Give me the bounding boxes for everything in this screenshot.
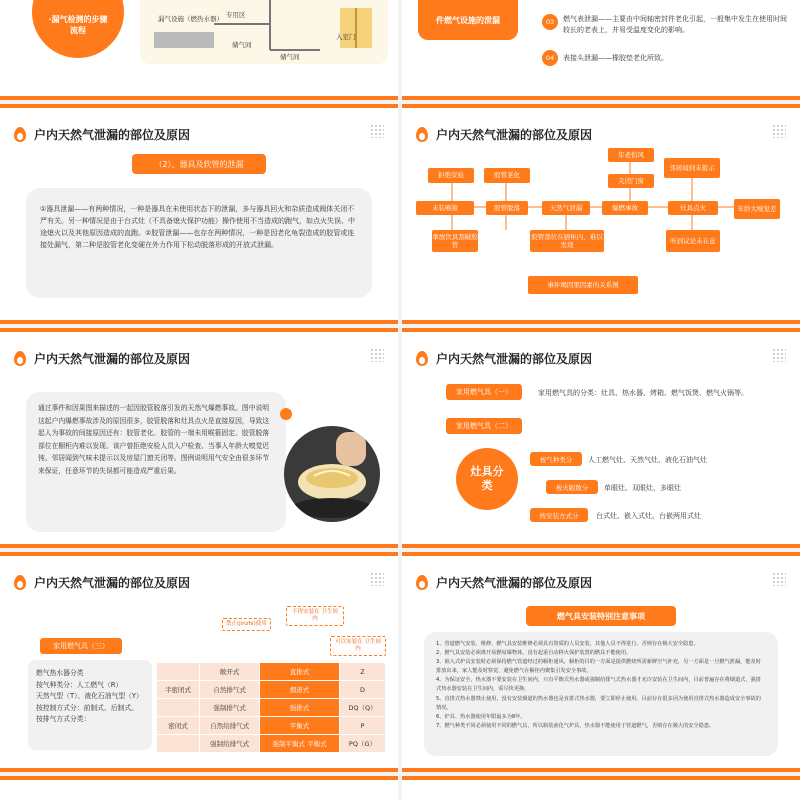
- slide-7-body-box: [424, 632, 778, 756]
- node-nianlao: 年老怕风: [608, 148, 654, 162]
- cell-r4-c2: 自然给排气式: [200, 717, 260, 735]
- exhaust-type-table: [156, 662, 386, 753]
- slide-7-tag-text: 燃气具安装特别注意事项: [557, 611, 645, 621]
- item-03-num: 03: [542, 14, 558, 30]
- slide-2-subtitle: （2）、器具及软管的泄漏: [154, 159, 244, 169]
- dots-icon: [772, 348, 786, 362]
- left-line-4: 按控制方式分：前制式、后制式。: [36, 703, 138, 712]
- facility-leak-box: [418, 0, 518, 40]
- slide-7: [402, 552, 800, 772]
- node-linju: 邻居闻到未报示: [664, 158, 720, 178]
- item-03: [542, 14, 790, 36]
- left-line-1: 燃气热水器分类: [36, 669, 84, 677]
- slide-6-title: 户内天然气泄漏的部位及原因: [34, 575, 191, 590]
- cell-r1-c2: 敞开式: [200, 663, 260, 681]
- step-circle-text: ·漏气检测的步骤流程: [48, 14, 108, 35]
- row-1-label: 按气种类分: [530, 452, 582, 466]
- cell-r5-c3: 强制平衡式 平衡式: [260, 735, 340, 753]
- diagram-label-4: 入室门: [336, 33, 356, 41]
- dots-icon: [772, 572, 786, 586]
- slide-2: [0, 104, 398, 324]
- node-weiguan: 未装喉箍: [416, 201, 474, 215]
- slide-8-right-partial: [402, 776, 800, 800]
- slide-5: [402, 328, 800, 548]
- item-03-text: 燃气表泄漏——主要由中间轴密封件老化引起，一般集中发生在使用时间较长的老表上，并易受温度变化的影响。: [563, 15, 787, 34]
- slide-7-title: 户内天然气泄漏的部位及原因: [436, 575, 593, 590]
- item-04-text: 表接头泄漏——橡胶垫老化所致。: [563, 54, 668, 62]
- left-line-2: 按气种类分：人工燃气（R）: [36, 680, 123, 689]
- cell-r1-c4: Z: [339, 663, 385, 681]
- left-line-3: 天然气型（T）、液化石油气型（Y）: [36, 692, 143, 701]
- note-5: 5、直排式热水器禁止使用，没有安装烟道的热水器也是直排式热水器，要立即停止使用。目前存在很多因为使用直排式热水器造成安全事故的情况。: [436, 695, 761, 711]
- cell-r2-c3: 烟道式: [260, 681, 340, 699]
- slide-4-title: 户内天然气泄漏的部位及原因: [34, 351, 191, 366]
- note-2: 2、燃气具安装必须离开易燃易爆物体，没有起重自动移火保护装置的燃具不能使用。: [436, 650, 632, 657]
- row-2-label: 按火眼数分: [546, 480, 598, 494]
- cell-r3-c1: [157, 699, 200, 717]
- slide-2-body-box: [26, 188, 372, 298]
- cell-r2-c1: 半密闭式: [157, 681, 200, 699]
- diagram-label-3: 储气间: [232, 41, 252, 49]
- row-3-label: 按安装方式分: [530, 508, 588, 522]
- flame-icon: [14, 575, 26, 590]
- left-line-5: 按排气方式分类：: [36, 715, 91, 724]
- slide-7-tag: [526, 606, 676, 626]
- water-heater-class-box: [28, 660, 152, 750]
- relation-caption: 事件竭因果因素的关系图: [547, 280, 619, 289]
- slide-2-title: 户内天然气泄漏的部位及原因: [34, 127, 191, 142]
- dots-icon: [370, 572, 384, 586]
- callout-bathroom-ok: 可以安装在 卫生间内: [330, 636, 386, 656]
- node-guanbi: 关闭门窗: [608, 174, 654, 188]
- row-1-text: 人工燃气灶、天然气灶、液化石油气灶: [588, 456, 707, 464]
- note-6: 6、炉具、热水器使用年限最多为8年。: [436, 713, 526, 720]
- slide-1-left: [0, 0, 398, 100]
- slide-5-title: 户内天然气泄漏的部位及原因: [436, 351, 593, 366]
- node-jujue: 拒绝安检: [428, 168, 474, 183]
- item-04-num: 04: [542, 50, 558, 66]
- slide-3-title: 户内天然气泄漏的部位及原因: [436, 127, 593, 142]
- relation-caption-box: [528, 276, 638, 294]
- cell-r1-c3: 直排式: [260, 663, 340, 681]
- cell-r4-c3: 平衡式: [260, 717, 340, 735]
- note-3: 3、嵌入式炉具安装时必须保持燃气管道经过的橱柜通风，橱柜的目的一方面是提供燃烧所需新鲜空气补充，另一方面是一旦燃气泄漏，能及时排放出来，家人能及时察觉，避免燃气在橱柜内聚集引发安全事故。: [436, 659, 761, 675]
- cell-r3-c3: 强排式: [260, 699, 340, 717]
- step-circle: [32, 0, 124, 58]
- cell-r2-c4: D: [339, 681, 385, 699]
- gas-system-diagram: [140, 0, 388, 64]
- slide-6-tag: 家用燃气具（三）: [40, 638, 122, 654]
- slide-3: [402, 104, 800, 324]
- cell-r4-c1: 密闭式: [157, 717, 200, 735]
- facility-leak-title: 件燃气设施的泄漏: [436, 15, 500, 25]
- node-zaoju: 灶具点火: [668, 201, 718, 215]
- node-weizhi: 胶管部位在厨柜内，难以发现: [530, 230, 604, 252]
- cell-r5-c1: [157, 735, 200, 753]
- node-tingdao: 听到议论未在意: [666, 230, 720, 252]
- slide-6: [0, 552, 398, 772]
- node-tuoluo: 胶管脱落: [486, 201, 528, 215]
- slide-4-body-box: [26, 392, 286, 532]
- cell-r4-c4: P: [339, 717, 385, 735]
- flame-icon: [14, 351, 26, 366]
- slide-8-left-partial: [0, 776, 398, 800]
- cell-r5-c4: PQ（G）: [339, 735, 385, 753]
- tag-2: 家用燃气具（二）: [446, 418, 522, 434]
- flame-icon: [416, 351, 428, 366]
- noodle-bowl-icon: [284, 426, 380, 522]
- diagram-label-bottom: 储气间: [280, 53, 300, 61]
- food-photo: [284, 426, 380, 522]
- tag-1-text: 家用燃气具的分类：灶具、热水器、烤箱、燃气饭煲、燃气火锅等。: [538, 389, 748, 397]
- row-3-text: 台式灶、嵌入式灶、台嵌两用式灶: [596, 512, 701, 520]
- cell-r1-c1: [157, 663, 200, 681]
- note-1: 1、管道燃气安装、维修、燃气具安装维修必须具有资质的人员安装，其他人员不得进行，否则存在极大安全隐患。: [436, 641, 699, 647]
- callout-forbidden: 禁止(jinzhi)使用: [222, 618, 271, 631]
- deco-dot: [280, 408, 292, 420]
- stove-category-text: 灶具分类: [470, 464, 504, 492]
- node-laohua: 胶管老化: [484, 168, 530, 183]
- stove-category-circle: [456, 448, 518, 510]
- slide-4-body: 通过事件和因果图来描述的一起因胶管脱落引发的天然气爆燃事故。图中说明这起户内爆燃事故涉及的原因很多，胶管脱落和灶具点火是直接原因，导致这起人为事故的间接原因还有：胶管老化、胶管的一端未用喉箍固定、胶管脱落部位在橱柜内难以发现、该户曾拒绝安检人员入户检查、当事人年龄大嗅觉迟钝、邻居闻到气味未提示以及房屋门窗关闭等。图例说明用气安全由很多环节来保证，任意环节的失误都可能造成严重后果。: [38, 404, 270, 475]
- note-4: 4、为保证安全，热水器不要安装在卫生间内，只有平衡式热水器或强制给排气式热水器才允许安装在卫生间内，目前普遍存在将烟道式、强排式热水器安装在卫生间内，需尽快更换。: [436, 677, 761, 693]
- dots-icon: [370, 348, 384, 362]
- flame-icon: [416, 575, 428, 590]
- cell-r3-c2: 强制排气式: [200, 699, 260, 717]
- cell-r2-c2: 自然排气式: [200, 681, 260, 699]
- cell-r3-c4: DQ（Q）: [339, 699, 385, 717]
- flame-icon: [14, 127, 26, 142]
- slide-1-right: [402, 0, 800, 100]
- cell-r5-c2: 强制给排气式: [200, 735, 260, 753]
- row-2-text: 单眼灶、双眼灶、多眼灶: [604, 484, 681, 492]
- note-7: 7、燃气种类不同必须使用不同的燃气具，所以瓶装液化气炉具、热水器不能使用于管道燃气，否则存在极大的安全隐患。: [436, 722, 715, 729]
- tag-1: 家用燃气具（一）: [446, 384, 522, 400]
- callout-not-bathroom: 不得安装在 卫生间内: [286, 606, 344, 626]
- node-xielou: 天然气泄漏: [542, 201, 590, 215]
- node-baozha: 爆燃事故: [602, 201, 648, 215]
- slide-2-subtitle-box: [132, 154, 266, 174]
- node-nianjiu: 年龄大嗅觉差: [734, 199, 780, 219]
- node-naigu: 拿放饮具刮破胶管: [432, 230, 478, 252]
- diagram-label-1: 漏气设施（燃热水器）: [158, 15, 223, 23]
- slide-4: [0, 328, 398, 548]
- diagram-label-2: 专用区: [226, 11, 246, 19]
- item-04: [542, 50, 790, 66]
- dots-icon: [370, 124, 384, 138]
- slide-2-body: ①器具泄漏——有两种情况，一种是器具在未使用状态下的泄漏，多与器具回火和杂质造成阀体关闭不严有关。另一种情况是由于台式灶（不具备熄火保护功能）操作使用不当造成的跑气，如点火失误、中途熄火以及其他原因造成的直跑。②胶管泄漏——也存在两种情况，一种是因老化龟裂造成的胶管或连接处漏气，第二种是胶管老化变硬在外力作用下松动脱落形成的开放式泄漏。: [40, 205, 355, 249]
